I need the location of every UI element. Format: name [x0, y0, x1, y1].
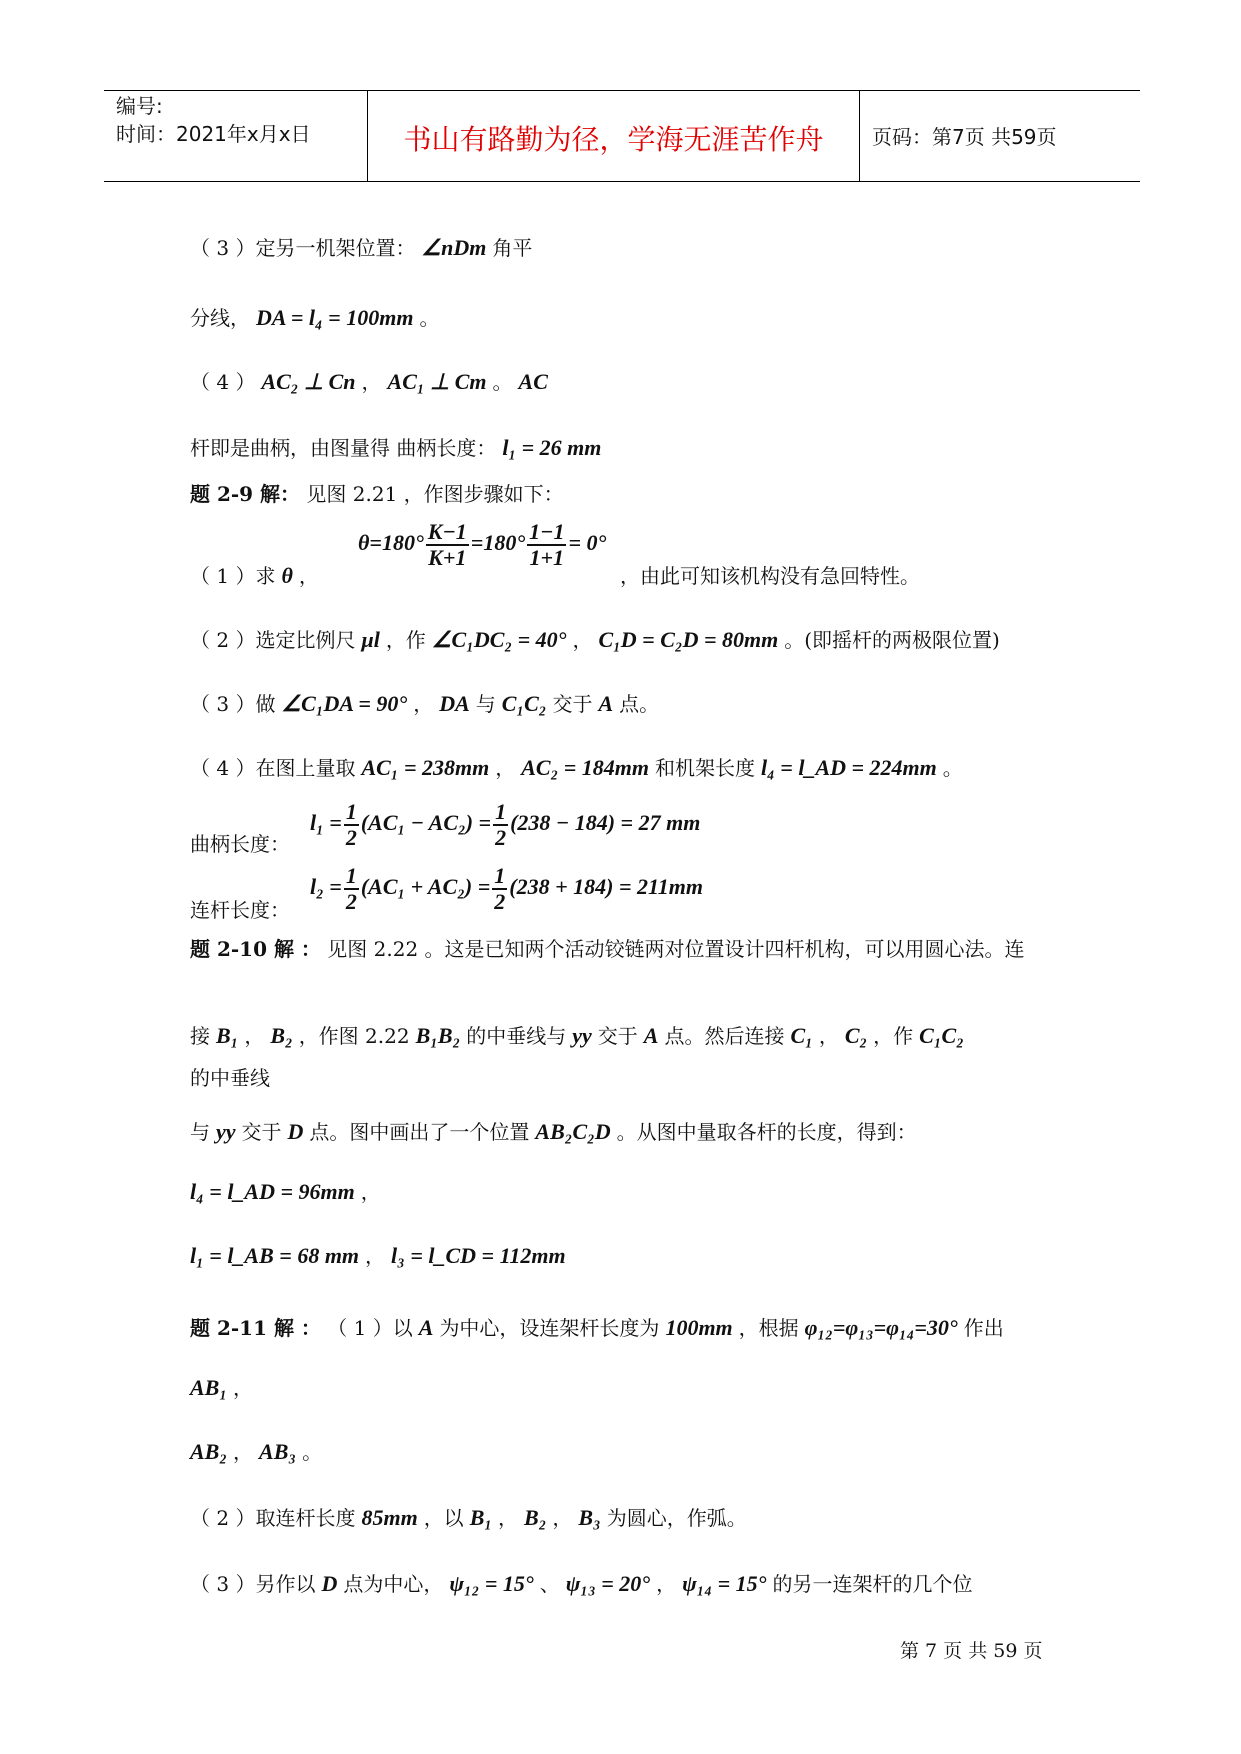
text: ，以	[423, 1506, 464, 1530]
text: ，	[244, 1024, 265, 1048]
text: 的另一连架杆的几个位	[772, 1572, 973, 1596]
text-line	[190, 232, 532, 261]
header-time: 时间：2021年x月x日	[116, 122, 311, 146]
header-divider	[367, 90, 368, 182]
math: ∠C₁DA = 90°	[281, 691, 408, 716]
text-line	[190, 1020, 970, 1049]
header-top-rule	[104, 90, 1140, 91]
math: A	[598, 691, 614, 716]
formula-part: (238 + 184) = 211mm	[509, 874, 704, 900]
page-footer: 第 7 页 共 59 页	[900, 1640, 1043, 1662]
text-line	[190, 1502, 747, 1531]
problem-title: 题 2-11 解 ：	[190, 1316, 321, 1340]
formula-part: (238 − 184) = 27 mm	[510, 810, 701, 836]
math: 100mm	[665, 1315, 733, 1340]
text: ，	[495, 756, 516, 780]
text: 为圆心，作弧。	[606, 1506, 747, 1530]
formula-part: (AC₁ + AC₂) =	[360, 874, 491, 900]
problem-title: 题 2-10 解 ：	[190, 937, 321, 961]
text-line	[190, 1436, 322, 1465]
problem-title: 题 2-9 解：	[190, 482, 301, 506]
text: ，作	[385, 628, 426, 652]
problem-2-9-heading	[190, 478, 564, 507]
text: （ 3 ）做	[190, 692, 276, 716]
fraction	[493, 800, 508, 850]
text: （ 4 ）在图上量取	[190, 756, 356, 780]
math: ψ₁₂ = 15°	[449, 1571, 534, 1596]
math: A	[418, 1315, 434, 1340]
text: 与	[190, 1120, 210, 1144]
math: D	[287, 1119, 304, 1144]
math: AC₁ = 238mm	[361, 755, 490, 780]
math: yy	[216, 1119, 236, 1144]
formula-crank	[310, 800, 700, 850]
text: 分线，	[190, 306, 250, 330]
math: l₁ = l_AB = 68 mm	[190, 1243, 360, 1268]
problem-2-10-heading	[190, 932, 1070, 966]
denominator: 2	[495, 825, 507, 850]
text: 点。然后连接	[664, 1024, 785, 1048]
text: ，	[572, 628, 593, 652]
text: 。从图中量取各杆的长度，得到：	[616, 1120, 917, 1144]
math: B₁B₂	[415, 1023, 461, 1048]
math: B₂	[524, 1505, 547, 1530]
fraction	[527, 520, 566, 570]
text: 点。图中画出了一个位置	[309, 1120, 530, 1144]
text-line: 的中垂线	[190, 1066, 270, 1090]
text: 、	[539, 1572, 560, 1596]
header-page-label: 页码：第7页 共59页	[872, 125, 1057, 149]
numerator: 1	[495, 799, 507, 824]
text-line	[190, 1568, 972, 1597]
math: yy	[572, 1023, 592, 1048]
text: 角平	[492, 236, 533, 260]
math: B₁	[469, 1505, 493, 1530]
text: 。	[942, 756, 963, 780]
page-header	[104, 90, 1140, 182]
denominator: 2	[345, 889, 357, 914]
text: （ 3 ）另作以	[190, 1572, 316, 1596]
math: C₁C₂	[501, 691, 547, 716]
text-line	[190, 752, 963, 781]
math: C₁C₂	[919, 1023, 964, 1048]
text-line	[620, 560, 920, 589]
math: B₁	[216, 1023, 239, 1048]
text: ，	[818, 1024, 839, 1048]
text: 见图 2.22 。这是已知两个活动铰链两对位置设计四杆机构，可以用圆心法。连	[327, 937, 1025, 961]
text: ，	[656, 1572, 677, 1596]
text: ，	[498, 1506, 519, 1530]
text: ，根据	[738, 1316, 799, 1340]
formula-part: θ=180°	[358, 530, 424, 556]
math: μl	[361, 627, 380, 652]
header-motto: 书山有路勤为径，学海无涯苦作舟	[403, 123, 824, 156]
math: ∠C₁DC₂ = 40°	[431, 627, 567, 652]
header-divider	[859, 90, 860, 182]
text-line	[190, 624, 1000, 653]
formula-part: =180°	[470, 530, 526, 556]
math: AB₁	[190, 1375, 228, 1400]
text: ，	[365, 1244, 386, 1268]
header-number: 编号:	[116, 94, 163, 118]
text: 见图 2.21 ，作图步骤如下：	[306, 482, 564, 506]
text: （ 2 ）选定比例尺	[190, 628, 356, 652]
text: 。	[302, 1440, 323, 1464]
text: ，	[552, 1506, 573, 1530]
text: 。	[492, 370, 513, 394]
text: 与	[475, 692, 496, 716]
formula-theta	[358, 520, 606, 570]
formula-part: (AC₁ − AC₂) =	[360, 810, 492, 836]
text-line	[190, 1176, 381, 1205]
text: （ 3 ）定另一机架位置：	[190, 236, 416, 260]
text: 和机架长度	[655, 756, 756, 780]
text: ，	[413, 692, 434, 716]
text: 点。	[619, 692, 660, 716]
header-meta	[116, 92, 311, 148]
fraction	[492, 864, 507, 914]
formula-part: l₂ =	[310, 874, 342, 900]
math: AB₂	[190, 1439, 228, 1464]
math: C₁	[790, 1023, 813, 1048]
math: l₃ = l_CD = 112mm	[391, 1243, 566, 1268]
math: DA = l₄ = 100mm	[256, 305, 414, 330]
math: AC₂ ⊥ Cn	[261, 369, 356, 394]
denominator: 1+1	[529, 545, 565, 570]
text: （ 1 ）以	[327, 1316, 413, 1340]
fraction	[344, 864, 359, 914]
text: ，	[360, 1180, 381, 1204]
math: AB₃	[259, 1439, 297, 1464]
numerator: K−1	[427, 519, 467, 544]
math: AB₂C₂D	[535, 1119, 611, 1144]
text: ，	[233, 1376, 254, 1400]
text-line	[190, 688, 659, 717]
text: （ 2 ）取连杆长度	[190, 1506, 356, 1530]
text: ，	[361, 370, 382, 394]
text: ，由此可知该机构没有急回特性。	[620, 564, 920, 588]
text: ，	[298, 564, 319, 588]
fraction	[426, 520, 469, 570]
math: AC₂ = 184mm	[521, 755, 650, 780]
text-line	[190, 560, 319, 589]
math: φ₁₂=φ₁₃=φ₁₄=30°	[804, 1315, 958, 1340]
numerator: 1−1	[529, 519, 565, 544]
math: l₄ = l_AD = 224mm	[761, 755, 937, 780]
crank-length-label: 曲柄长度：	[190, 832, 290, 856]
text: ，作	[873, 1024, 914, 1048]
text-line	[190, 432, 607, 461]
numerator: 1	[494, 863, 506, 888]
text: 交于	[597, 1024, 638, 1048]
fraction	[344, 800, 359, 850]
text: 点为中心，	[343, 1572, 444, 1596]
text-line	[190, 1372, 253, 1401]
math: ∠nDm	[421, 235, 487, 260]
text: ，	[233, 1440, 254, 1464]
denominator: K+1	[428, 545, 467, 570]
math: A	[643, 1023, 659, 1048]
text: 。	[419, 306, 440, 330]
text-line	[190, 302, 439, 331]
text: 交于	[241, 1120, 282, 1144]
formula-part: = 0°	[568, 530, 607, 556]
text: 交于	[552, 692, 593, 716]
numerator: 1	[345, 863, 357, 888]
math: 85mm	[361, 1505, 418, 1530]
text-line	[190, 1116, 917, 1145]
text: （ 4 ）	[190, 370, 256, 394]
numerator: 1	[345, 799, 357, 824]
denominator: 2	[494, 889, 506, 914]
math: θ	[281, 563, 293, 588]
math: l₄ = l_AD = 96mm	[190, 1179, 355, 1204]
math: B₂	[270, 1023, 293, 1048]
math: l₁ = 26 mm	[502, 435, 602, 460]
text: 为中心，设连架杆长度为	[439, 1316, 660, 1340]
text: （ 1 ）求	[190, 564, 276, 588]
text: ，作图 2.22	[298, 1024, 410, 1048]
text: 的中垂线与	[466, 1024, 567, 1048]
math: C₂	[844, 1023, 868, 1048]
problem-2-11-heading	[190, 1312, 1004, 1341]
formula-rod	[310, 864, 703, 914]
text-line	[190, 366, 554, 395]
denominator: 2	[345, 825, 357, 850]
text: 。(即摇杆的两极限位置)	[784, 628, 1000, 652]
text: 杆即是曲柄，由图量得 曲柄长度：	[190, 436, 497, 460]
math: B₃	[578, 1505, 601, 1530]
math: C₁D = C₂D = 80mm	[598, 627, 779, 652]
header-bottom-rule	[104, 181, 1140, 182]
math: DA	[439, 691, 470, 716]
text-line	[190, 1240, 572, 1269]
text: 作出	[963, 1316, 1004, 1340]
formula-part: l₁ =	[310, 810, 342, 836]
math: ψ₁₃ = 20°	[565, 1571, 651, 1596]
text: 接	[190, 1024, 210, 1048]
math: ψ₁₄ = 15°	[682, 1571, 767, 1596]
math: D	[321, 1571, 338, 1596]
math: AC₁ ⊥ Cm	[387, 369, 487, 394]
rod-length-label: 连杆长度：	[190, 898, 290, 922]
math: AC	[518, 369, 548, 394]
